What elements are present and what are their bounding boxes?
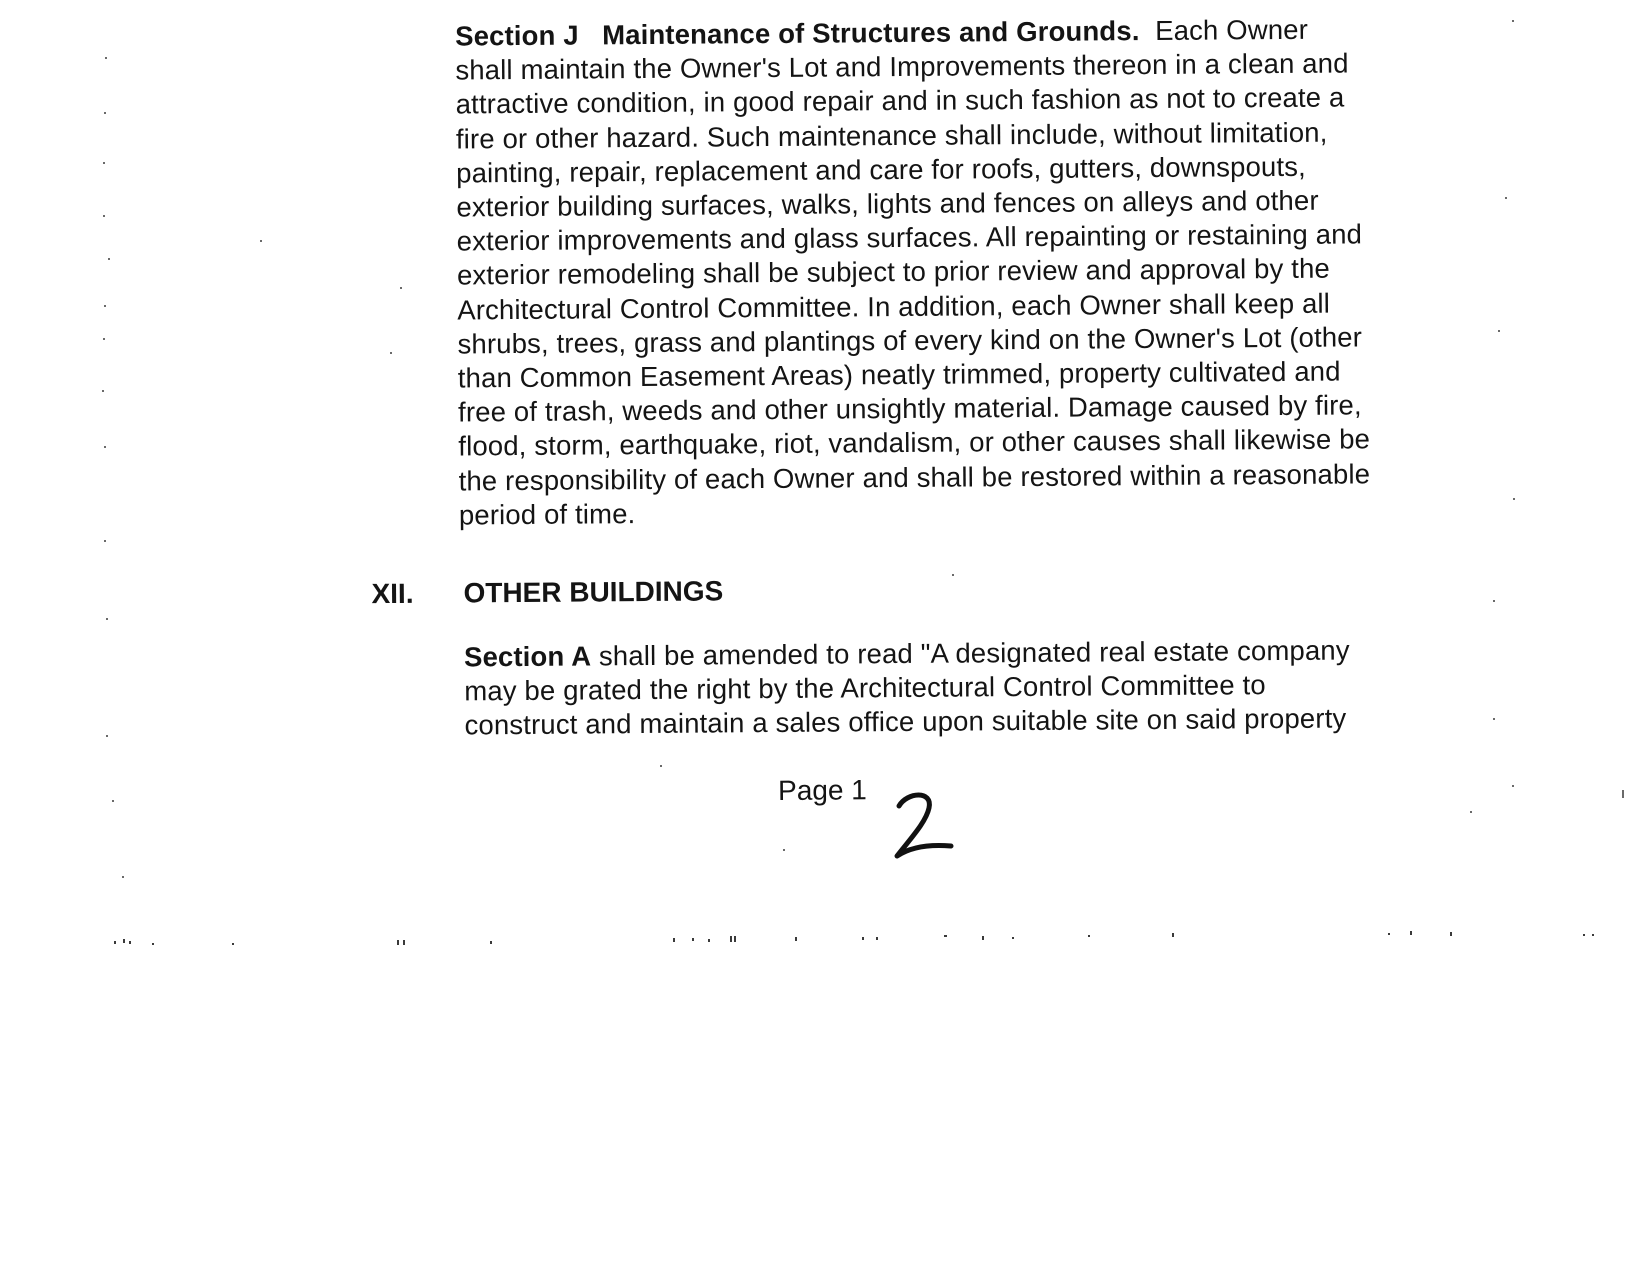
section-a-lead-text: shall be amended to read "A designated real estate company — [598, 634, 1350, 672]
section-j-line: exterior improvements and glass surfaces. All repainting or restaining and — [456, 218, 1363, 257]
section-a-label: Section A — [463, 640, 592, 673]
section-j-line: period of time. — [458, 497, 636, 531]
section-j-line: the responsibility of each Owner and shall be restored within a reasonable — [458, 457, 1371, 497]
article-number: XII. — [371, 577, 414, 610]
section-j-line: shall maintain the Owner's Lot and Improvements thereon in a clean and — [455, 47, 1349, 86]
section-j-heading: Maintenance of Structures and Grounds. — [602, 15, 1140, 51]
section-j-line: free of trash, weeds and other unsightly material. Damage caused by fire, — [457, 389, 1362, 428]
section-j-line: painting, repair, replacement and care for roofs, gutters, downspouts, — [456, 150, 1307, 189]
section-j-label: Section J — [455, 19, 579, 52]
section-j-line: Architectural Control Committee. In addition, each Owner shall keep all — [457, 287, 1331, 326]
section-j-line: flood, storm, earthquake, riot, vandalism, or other causes shall likewise be — [458, 423, 1371, 462]
section-j-line: exterior remodeling shall be subject to prior review and approval by the — [456, 253, 1331, 291]
page-number: Page 1 — [777, 774, 867, 806]
section-j-line: attractive condition, in good repair and in such fashion as not to create a — [455, 81, 1345, 120]
section-a-line: may be grated the right by the Architectural Control Committee to — [464, 669, 1266, 707]
section-j-line: than Common Easement Areas) neatly trimmed, property cultivated and — [457, 355, 1341, 394]
section-j-line: shrubs, trees, grass and plantings of every kind on the Owner's Lot (other — [457, 321, 1363, 360]
section-j-line: fire or other hazard. Such maintenance shall include, without limitation, — [455, 116, 1328, 155]
section-a-line: construct and maintain a sales office upon suitable site on said property — [464, 702, 1347, 741]
article-title: OTHER BUILDINGS — [463, 575, 724, 609]
section-j-lead-text: Each Owner — [1155, 13, 1309, 46]
section-j-line: exterior building surfaces, walks, lights and fences on alleys and other — [456, 184, 1319, 223]
